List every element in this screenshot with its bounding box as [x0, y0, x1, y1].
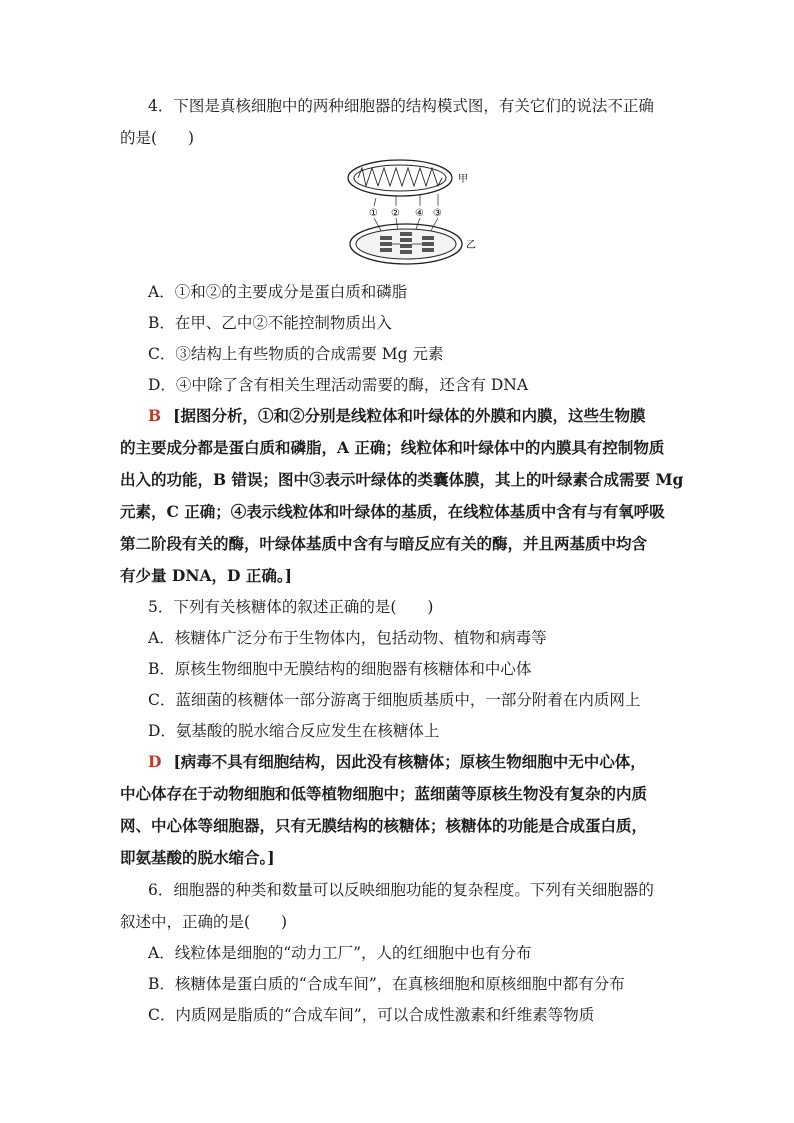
q4-explanation-text-1: [据图分析，①和②分别是线粒体和叶绿体的外膜和内膜，这些生物膜: [173, 406, 646, 425]
q4-option-a: A．①和②的主要成分是蛋白质和磷脂: [148, 283, 408, 301]
q4-option-c: C．③结构上有些物质的合成需要 Mg 元素: [148, 345, 444, 363]
q5-option-d: D．氨基酸的脱水缩合反应发生在核糖体上: [148, 722, 440, 740]
q6-stem-line-1: 6．细胞器的种类和数量可以反映细胞功能的复杂程度。下列有关细胞器的: [148, 881, 654, 899]
figure-label-yi: 乙: [466, 240, 476, 251]
figure-marker-2: ②: [391, 208, 400, 219]
q6-stem-line-2: 叙述中，正确的是( ): [120, 913, 288, 931]
q5-explanation-text-1: [病毒不具有细胞结构，因此没有核糖体；原核生物细胞中无中心体，: [173, 752, 646, 771]
q4-explanation-line-5: 第二阶段有关的酶，叶绿体基质中含有与暗反应有关的酶，并且两基质中均含: [120, 534, 648, 553]
q4-explanation-line-3: 出入的功能，B 错误；图中③表示叶绿体的类囊体膜，其上的叶绿素合成需要 Mg: [120, 470, 684, 489]
q4-explanation-line-2: 的主要成分都是蛋白质和磷脂，A 正确；线粒体和叶绿体中的内膜具有控制物质: [120, 438, 665, 457]
q5-explanation-line-4: 即氨基酸的脱水缩合。]: [120, 848, 275, 867]
q4-answer-key: B: [148, 406, 162, 425]
q4-option-d: D．④中除了含有相关生理活动需要的酶，还含有 DNA: [148, 376, 529, 394]
q5-explanation-line-1: [148, 752, 646, 772]
q4-option-b: B．在甲、乙中②不能控制物质出入: [148, 314, 392, 332]
q4-explanation-line-1: [148, 406, 645, 426]
organelle-figure: [340, 156, 490, 266]
q4-explanation-line-6: 有少量 DNA，D 正确。]: [120, 566, 292, 585]
q4-stem-line-1: 4．下图是真核细胞中的两种细胞器的结构模式图，有关它们的说法不正确: [148, 97, 654, 115]
q6-option-c: C．内质网是脂质的“合成车间”，可以合成性激素和纤维素等物质: [148, 1006, 595, 1024]
q4-stem-line-2: 的是( ): [120, 129, 195, 147]
q5-stem: 5．下列有关核糖体的叙述正确的是( ): [148, 598, 434, 616]
q5-answer-key: D: [148, 752, 162, 771]
q6-option-b: B．核糖体是蛋白质的“合成车间”，在真核细胞和原核细胞中都有分布: [148, 975, 625, 993]
figure-marker-3: ③: [433, 208, 442, 219]
figure-label-jia: 甲: [458, 174, 468, 185]
q4-explanation-line-4: 元素，C 正确；④表示线粒体和叶绿体的基质，在线粒体基质中含有与有氧呼吸: [120, 502, 665, 521]
figure-marker-1: ①: [369, 208, 378, 219]
q5-explanation-line-2: 中心体存在于动物细胞和低等植物细胞中；蓝细菌等原核生物没有复杂的内质: [120, 784, 648, 803]
q5-option-b: B．原核生物细胞中无膜结构的细胞器有核糖体和中心体: [148, 660, 532, 678]
q6-option-a: A．线粒体是细胞的“动力工厂”，人的红细胞中也有分布: [148, 944, 532, 962]
q5-option-a: A．核糖体广泛分布于生物体内，包括动物、植物和病毒等: [148, 629, 547, 647]
q5-option-c: C．蓝细菌的核糖体一部分游离于细胞质基质中，一部分附着在内质网上: [148, 691, 641, 709]
q5-explanation-line-3: 网、中心体等细胞器，只有无膜结构的核糖体；核糖体的功能是合成蛋白质，: [120, 816, 648, 835]
figure-marker-4: ④: [415, 208, 424, 219]
